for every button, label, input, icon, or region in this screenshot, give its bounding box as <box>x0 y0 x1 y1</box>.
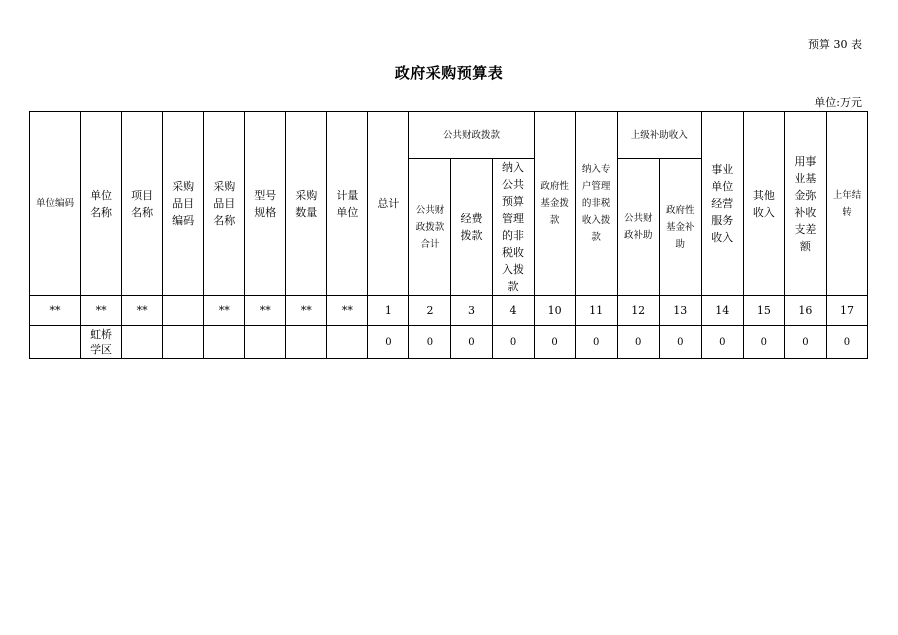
table-cell: ** <box>286 296 327 326</box>
table-cell <box>286 326 327 359</box>
table-cell: 0 <box>617 326 659 359</box>
table-cell: 4 <box>492 296 534 326</box>
col-item-name: 采购 品目 名称 <box>204 112 245 296</box>
table-cell: 0 <box>743 326 784 359</box>
table-cell: 0 <box>534 326 575 359</box>
table-cell: 0 <box>492 326 534 359</box>
col-public-fiscal-subsidy: 公共财 政补助 <box>617 159 659 296</box>
table-cell: 0 <box>659 326 701 359</box>
col-total: 总计 <box>368 112 409 296</box>
col-special-account-non-tax: 纳入专 户管理 的非税 收入拨 款 <box>575 112 617 296</box>
table-cell: 16 <box>784 296 826 326</box>
col-prior-year-carryover: 上年结 转 <box>826 112 867 296</box>
table-cell: 11 <box>575 296 617 326</box>
table-cell <box>327 326 368 359</box>
table-cell: ** <box>122 296 163 326</box>
index-row <box>30 296 868 326</box>
col-business-income: 事业 单位 经营 服务 收入 <box>701 112 743 296</box>
col-gov-fund-subsidy: 政府性 基金补 助 <box>659 159 701 296</box>
col-unit-name: 单位 名称 <box>81 112 122 296</box>
table-row <box>30 326 868 359</box>
table-cell <box>204 326 245 359</box>
table-cell <box>245 326 286 359</box>
table-cell: 0 <box>701 326 743 359</box>
table-cell: 0 <box>409 326 451 359</box>
form-number: 预算 30 表 <box>808 38 862 51</box>
table-cell <box>30 326 81 359</box>
col-expense-allocation: 经费 拨款 <box>451 159 492 296</box>
col-unit-code: 单位编码 <box>30 112 81 296</box>
table-cell: 0 <box>784 326 826 359</box>
table-cell <box>163 296 204 326</box>
table-cell: ** <box>30 296 81 326</box>
table-cell: ** <box>81 296 122 326</box>
table-cell: 15 <box>743 296 784 326</box>
table-cell: 1 <box>368 296 409 326</box>
table-cell: 0 <box>575 326 617 359</box>
col-item-code: 采购 品目 编码 <box>163 112 204 296</box>
table-cell: ** <box>204 296 245 326</box>
table-cell: 3 <box>451 296 492 326</box>
page-title: 政府采购预算表 <box>394 64 504 82</box>
col-other-income: 其他 收入 <box>743 112 784 296</box>
col-non-tax-budget: 纳入 公共 预算 管理 的非 税收 入拨 款 <box>492 159 534 296</box>
table-cell-unit-name: 虹桥 学区 <box>81 326 122 359</box>
table-cell: 17 <box>826 296 867 326</box>
table-cell: 0 <box>451 326 492 359</box>
table-cell: ** <box>245 296 286 326</box>
header-row-1 <box>30 112 868 159</box>
table-cell: 12 <box>617 296 659 326</box>
table-cell: 0 <box>826 326 867 359</box>
table-cell: 13 <box>659 296 701 326</box>
col-public-fiscal-total: 公共财 政拨款 合计 <box>409 159 451 296</box>
table-cell: ** <box>327 296 368 326</box>
table-cell: 0 <box>368 326 409 359</box>
group-superior-subsidy: 上级补助收入 <box>617 112 701 159</box>
col-project-name: 项目 名称 <box>122 112 163 296</box>
col-fund-balance: 用事 业基 金弥 补收 支差 额 <box>784 112 826 296</box>
unit-label: 单位:万元 <box>814 96 862 109</box>
table-cell: 10 <box>534 296 575 326</box>
col-model-spec: 型号 规格 <box>245 112 286 296</box>
table-cell: 14 <box>701 296 743 326</box>
col-measure-unit: 计量 单位 <box>327 112 368 296</box>
table-cell <box>163 326 204 359</box>
group-public-fiscal: 公共财政拨款 <box>409 112 534 159</box>
col-quantity: 采购 数量 <box>286 112 327 296</box>
budget-table <box>29 111 868 359</box>
table-cell: 2 <box>409 296 451 326</box>
table-cell <box>122 326 163 359</box>
col-gov-fund: 政府性 基金拨 款 <box>534 112 575 296</box>
